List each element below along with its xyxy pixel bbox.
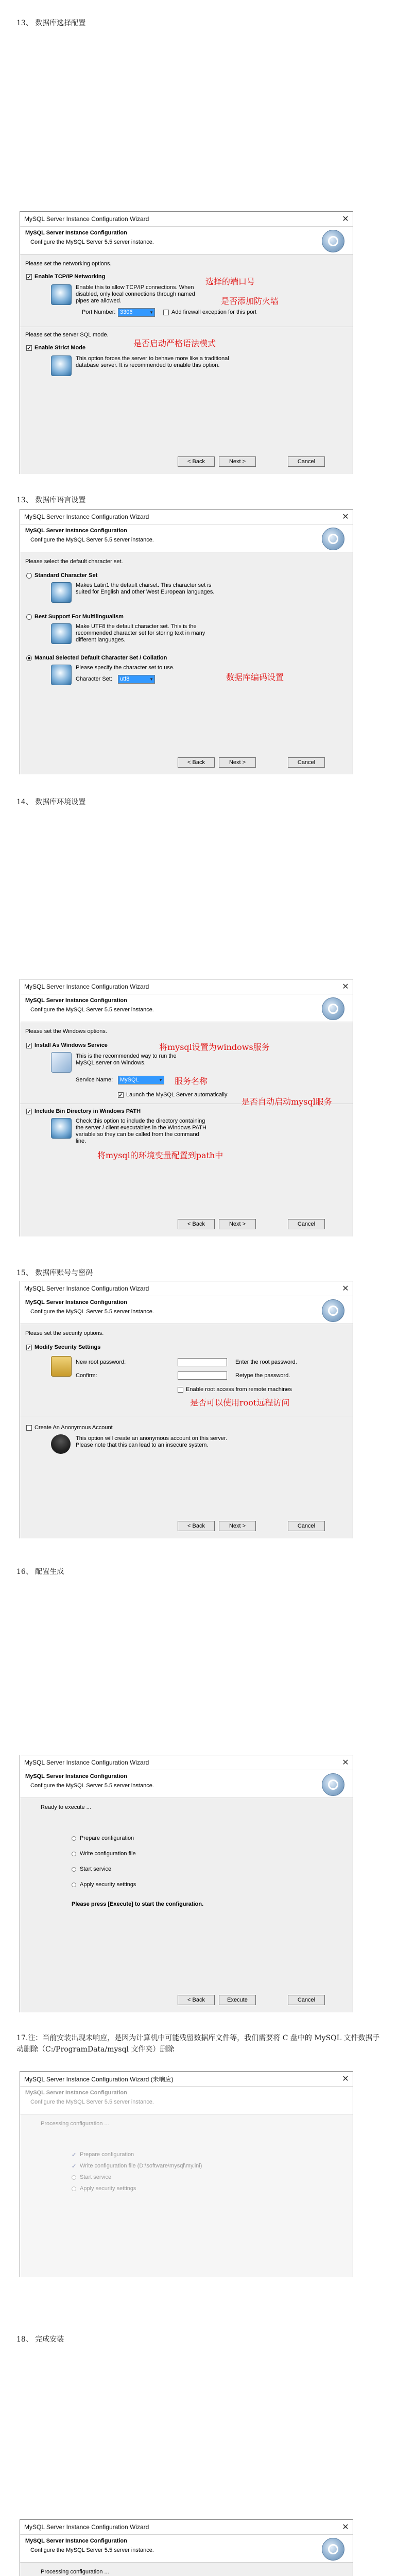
close-icon[interactable]: ✕: [342, 215, 349, 224]
wizard-window-windows-options: [20, 979, 353, 1236]
tcp-checkbox[interactable]: [26, 274, 32, 280]
header-title: MySQL Server Instance Configuration: [25, 2538, 127, 2544]
header-title: MySQL Server Instance Configuration: [25, 528, 127, 534]
window-title: MySQL Server Instance Configuration Wizard: [24, 2523, 149, 2531]
window-title: MySQL Server Instance Configuration Wizard: [24, 1285, 149, 1292]
step-bullet-icon: [72, 1852, 76, 1856]
remote-root-label: Enable root access from remote machines: [186, 1386, 292, 1393]
confirm-password-input[interactable]: [178, 1371, 227, 1380]
manual-charset-label: Manual Selected Default Character Set / Collation: [34, 655, 167, 661]
header-title: MySQL Server Instance Configuration: [25, 1299, 127, 1306]
step-18-heading: 18、 完成安装: [16, 2335, 64, 2344]
section-label: Please set the Windows options.: [25, 1028, 107, 1035]
annotation-port: 选择的端口号: [205, 277, 255, 286]
wizard-window-execute: [20, 1755, 353, 2012]
proc-step-item: Apply security settings: [80, 2185, 136, 2192]
section-label: Please set the server SQL mode.: [25, 332, 109, 338]
section-label: Please set the networking options.: [25, 261, 112, 267]
multilingual-label: Best Support For Multilingualism: [34, 614, 124, 620]
annotation-charset: 数据库编码设置: [226, 672, 284, 682]
annotation-autostart: 是否自动启动mysql服务: [241, 1097, 332, 1107]
proc-step-item: Prepare configuration: [80, 2151, 134, 2158]
annotation-service: 将mysql设置为windows服务: [159, 1042, 270, 1052]
cancel-button[interactable]: Cancel: [288, 456, 325, 467]
step-14-heading: 14、 数据库环境设置: [16, 798, 86, 806]
modify-security-label: Modify Security Settings: [34, 1344, 101, 1350]
annotation-strict: 是否启动严格语法模式: [133, 338, 216, 348]
header-title: MySQL Server Instance Configuration: [25, 997, 127, 1004]
window-title: MySQL Server Instance Configuration Wizard: [24, 513, 149, 520]
back-button[interactable]: < Back: [178, 1995, 215, 2005]
execute-button[interactable]: Execute: [219, 1995, 256, 2005]
tcp-label: Enable TCP/IP Networking: [34, 274, 106, 280]
install-service-checkbox[interactable]: [26, 1043, 32, 1048]
step-bullet-icon: [72, 2175, 76, 2180]
new-password-input[interactable]: [178, 1358, 227, 1366]
manual-charset-icon: [51, 665, 72, 685]
close-icon[interactable]: ✕: [342, 513, 349, 521]
window-title: MySQL Server Instance Configuration Wizard: [24, 1759, 149, 1766]
path-icon: [51, 1118, 72, 1139]
standard-charset-radio[interactable]: [26, 573, 32, 579]
mysql-logo-icon: [322, 1299, 344, 1322]
multilingual-description: Make UTF8 the default character set. This is the recommended character set for storing text in many different languages.: [76, 623, 205, 643]
service-name-select[interactable]: MySQL ▼: [118, 1076, 164, 1084]
strict-mode-description: This option forces the server to behave more like a traditional database server. It is recommended to enable this option.: [76, 355, 229, 368]
anonymous-account-description: This option will create an anonymous account on this server. Please note that this can lead to an insecure system.: [76, 1435, 228, 1448]
annotation-firewall: 是否添加防火墙: [221, 296, 279, 306]
wizard-window-networking: [20, 211, 353, 474]
window-title: MySQL Server Instance Configuration Wizard: [24, 983, 149, 990]
execute-instruction: Please press [Execute] to start the configuration.: [72, 1901, 204, 1907]
annotation-remote: 是否可以使用root远程访问: [190, 1398, 290, 1408]
confirm-password-label: Confirm:: [76, 1372, 97, 1379]
firewall-label: Add firewall exception for this port: [171, 309, 257, 315]
lock-icon: [51, 1356, 72, 1377]
check-icon: ✓: [72, 2152, 77, 2158]
anonymous-account-label: Create An Anonymous Account: [34, 1425, 113, 1431]
annotation-path: 将mysql的环境变量配置到path中: [97, 1150, 223, 1160]
proc-step-item: Write configuration file (D:\software\mysql\my.ini): [80, 2163, 202, 2169]
annotation-service-name: 服务名称: [175, 1076, 208, 1086]
anonymous-account-checkbox[interactable]: [26, 1425, 32, 1431]
step-13b-heading: 13、 数据库语言设置: [16, 496, 86, 504]
strict-mode-checkbox[interactable]: [26, 345, 32, 351]
autostart-checkbox[interactable]: [118, 1092, 124, 1098]
step-17-note: 17.注：当前安装出现未响应，是因为计算机中可能残留数据库文件等，我们需要将 C 盘中的 MySQL 文件数据手动删除（C:/ProgramData/mysql 文件夹）删除: [16, 2034, 380, 2054]
wizard-window-charset: [20, 509, 353, 774]
section-label: Please set the security options.: [25, 1330, 104, 1336]
processing-text: Processing configuration ...: [41, 2569, 109, 2575]
step-15-heading: 15、 数据库账号与密码: [16, 1269, 93, 1277]
back-button[interactable]: < Back: [178, 456, 215, 467]
header-subtitle: Configure the MySQL Server 5.5 server instance.: [30, 1007, 154, 1013]
exec-step-item: Apply security settings: [80, 1882, 136, 1888]
latin1-icon: [51, 582, 72, 603]
mysql-logo-icon: [322, 1773, 344, 1796]
standard-charset-label: Standard Character Set: [34, 572, 98, 579]
mysql-logo-icon: [322, 997, 344, 1020]
new-password-hint: Enter the root password.: [235, 1359, 297, 1365]
close-icon[interactable]: ✕: [342, 1284, 349, 1293]
exec-step-item: Prepare configuration: [80, 1835, 134, 1841]
windows-service-icon: [51, 1052, 72, 1073]
proc-step-item: Start service: [80, 2174, 112, 2180]
step-bullet-icon: [72, 1836, 76, 1841]
step-bullet-icon: [72, 2187, 76, 2191]
cancel-button[interactable]: Cancel: [288, 1219, 325, 1229]
next-button[interactable]: Next >: [219, 757, 256, 768]
multilingual-radio[interactable]: [26, 614, 32, 620]
header-subtitle: Configure the MySQL Server 5.5 server instance.: [30, 2547, 154, 2553]
confirm-password-hint: Retype the password.: [235, 1372, 290, 1379]
back-button[interactable]: < Back: [178, 757, 215, 768]
service-name-label: Service Name:: [76, 1077, 113, 1083]
step-16-heading: 16、 配置生成: [16, 1568, 64, 1576]
close-icon[interactable]: ✕: [342, 982, 349, 991]
next-button[interactable]: Next >: [219, 456, 256, 467]
exec-step-item: Start service: [80, 1866, 112, 1872]
cancel-button[interactable]: Cancel: [288, 757, 325, 768]
section-label: Please select the default character set.: [25, 558, 123, 565]
modify-security-checkbox[interactable]: [26, 1345, 32, 1350]
charset-select[interactable]: utf8 ▼: [118, 675, 155, 684]
header-title: MySQL Server Instance Configuration: [25, 1773, 127, 1780]
manual-charset-description: Please specify the character set to use.: [76, 665, 175, 671]
ready-text: Ready to execute ...: [41, 1804, 91, 1810]
manual-charset-radio[interactable]: [26, 655, 32, 661]
header-title: MySQL Server Instance Configuration: [25, 2090, 127, 2096]
autostart-label: Launch the MySQL Server automatically: [126, 1092, 228, 1098]
wizard-window-finish: [20, 2519, 353, 2576]
window-title: MySQL Server Instance Configuration Wizard: [24, 215, 149, 223]
header-title: MySQL Server Instance Configuration: [25, 230, 127, 236]
close-icon[interactable]: ✕: [342, 2523, 349, 2532]
utf8-icon: [51, 623, 72, 644]
processing-text: Processing configuration ...: [41, 2121, 109, 2127]
header-subtitle: Configure the MySQL Server 5.5 server instance.: [30, 1783, 154, 1789]
mysql-logo-icon: [322, 230, 344, 252]
step-bullet-icon: [72, 1883, 76, 1887]
remote-root-checkbox[interactable]: [178, 1387, 183, 1393]
wizard-window-unresponsive: [20, 2071, 353, 2277]
firewall-checkbox[interactable]: [163, 310, 169, 315]
window-title: MySQL Server Instance Configuration Wizard (未响应): [24, 2075, 174, 2083]
new-password-label: New root password:: [76, 1359, 126, 1365]
strict-mode-icon: [51, 355, 72, 376]
port-label: Port Number:: [82, 309, 116, 315]
check-icon: ✓: [72, 2163, 77, 2170]
port-select[interactable]: 3306 ▼: [118, 308, 155, 317]
install-service-label: Install As Windows Service: [34, 1042, 108, 1048]
include-path-label: Include Bin Directory in Windows PATH: [34, 1108, 141, 1114]
mysql-logo-icon: [322, 2538, 344, 2561]
standard-charset-description: Makes Latin1 the default charset. This character set is suited for English and other West European languages.: [76, 582, 215, 595]
back-button[interactable]: < Back: [178, 1521, 215, 1531]
network-icon: [51, 284, 72, 305]
next-button[interactable]: Next >: [219, 1521, 256, 1531]
charset-label: Character Set:: [76, 676, 112, 682]
exec-step-item: Write configuration file: [80, 1851, 136, 1857]
cancel-button[interactable]: Cancel: [288, 1995, 325, 2005]
tcp-description: Enable this to allow TCP/IP connections. When disabled, only local connections through named pipes are allowed.: [76, 284, 195, 304]
mysql-logo-icon: [322, 528, 344, 550]
cancel-button[interactable]: Cancel: [288, 1521, 325, 1531]
include-path-checkbox[interactable]: [26, 1109, 32, 1114]
step-bullet-icon: [72, 1867, 76, 1872]
close-icon[interactable]: ✕: [342, 2075, 349, 2083]
step-13-heading: 13、 数据库选择配置: [16, 19, 86, 27]
header-subtitle: Configure the MySQL Server 5.5 server instance.: [30, 2099, 154, 2105]
wizard-window-security: [20, 1281, 353, 1538]
strict-mode-label: Enable Strict Mode: [34, 345, 86, 351]
next-button[interactable]: Next >: [219, 1219, 256, 1229]
include-path-description: Check this option to include the directory containing the server / client executables in the Windows PATH variable so they can be called from the command line.: [76, 1118, 206, 1144]
header-subtitle: Configure the MySQL Server 5.5 server instance.: [30, 239, 154, 245]
user-icon: [51, 1434, 71, 1454]
back-button[interactable]: < Back: [178, 1219, 215, 1229]
header-subtitle: Configure the MySQL Server 5.5 server instance.: [30, 537, 154, 543]
close-icon[interactable]: ✕: [342, 1758, 349, 1767]
header-subtitle: Configure the MySQL Server 5.5 server instance.: [30, 1309, 154, 1315]
install-service-description: This is the recommended way to run the MySQL server on Windows.: [76, 1053, 177, 1066]
